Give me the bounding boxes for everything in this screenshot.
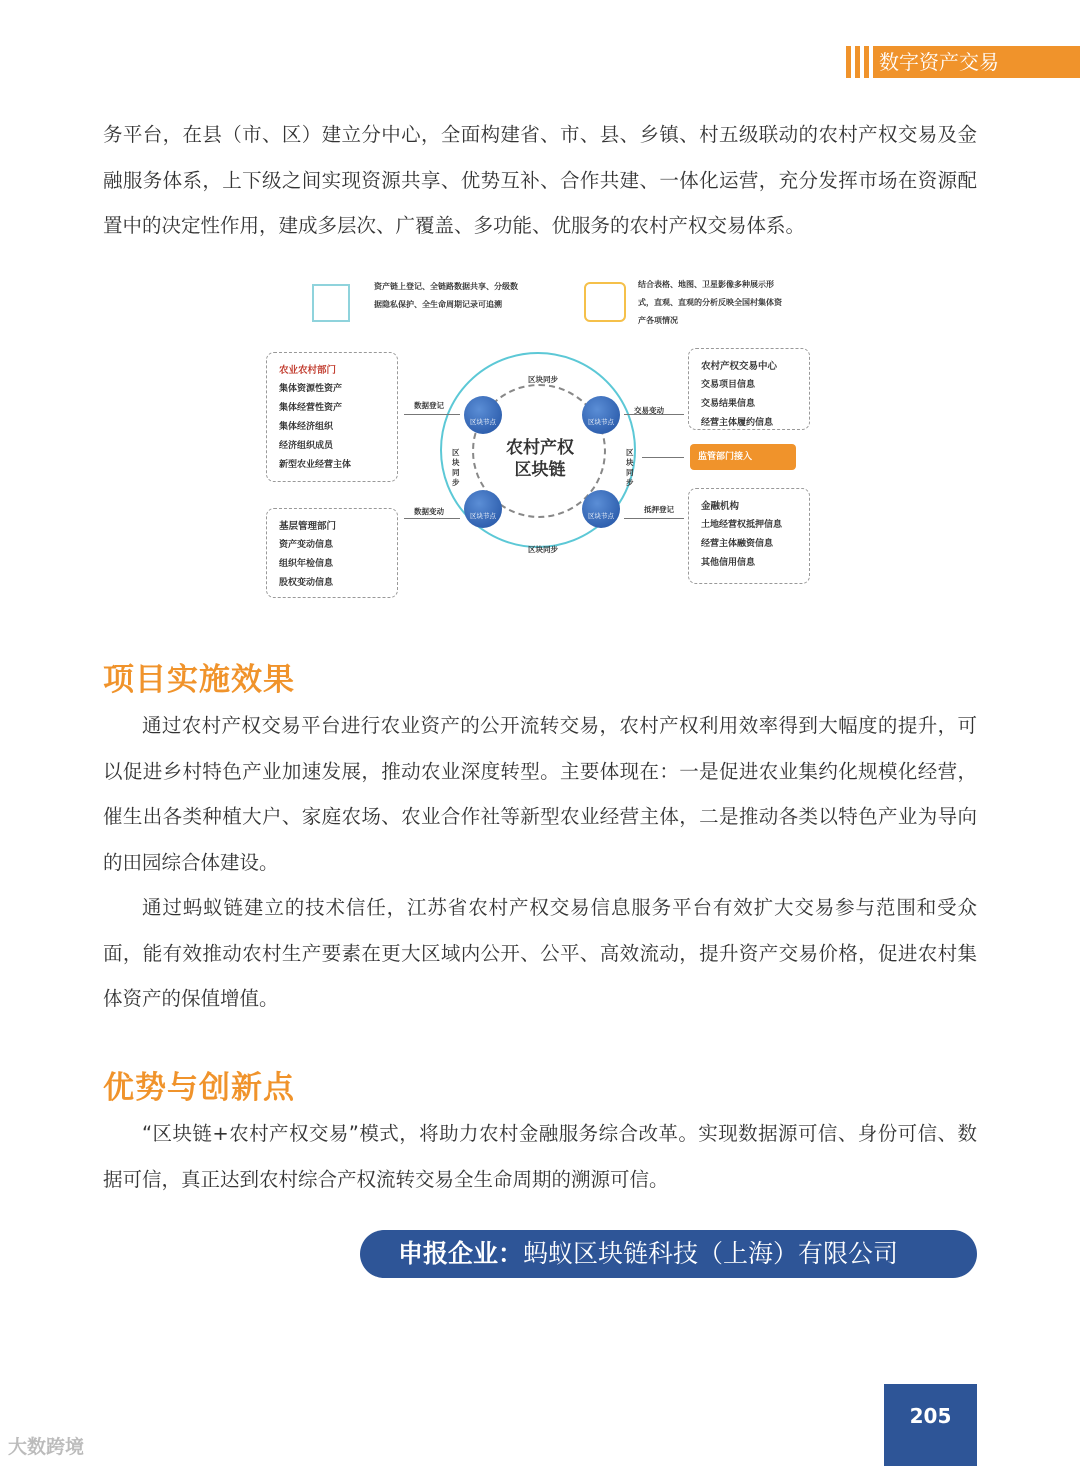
box-title: 农业农村部门 <box>279 365 337 376</box>
box-item: 集体经营性资产 <box>279 403 343 413</box>
sync-label: 区块同步 <box>528 375 558 384</box>
box-agri <box>266 352 398 482</box>
top-right-caption: 结合表格、地图、卫星影像多种展示形式，直观、直观的分析反映全国村集体资产各项情况 <box>638 280 782 325</box>
box-item: 其他信用信息 <box>701 558 756 568</box>
box-item: 新型农业经营主体 <box>279 460 352 470</box>
arrow <box>642 457 684 458</box>
watermark: 大数跨境 <box>8 1436 85 1458</box>
arrow <box>624 518 684 519</box>
box-item: 交易项目信息 <box>701 380 756 390</box>
arrow <box>404 518 460 519</box>
section-title: 数字资产交易 <box>873 46 1080 78</box>
heading-innovation: 优势与创新点 <box>103 1070 295 1106</box>
section-header <box>846 46 1080 78</box>
box-item: 交易结果信息 <box>701 399 756 409</box>
frame-icon <box>312 284 350 322</box>
arrow-label: 数据登记 <box>414 401 444 410</box>
block-node: 区块节点 <box>464 490 502 528</box>
sync-label: 区块同步 <box>452 448 460 487</box>
block-node: 区块节点 <box>582 396 620 434</box>
sync-label: 区块同步 <box>528 545 558 554</box>
top-left-caption: 资产链上登记、全链路数据共享、分级数据隐私保护、全生命周期记录可追溯 <box>374 282 518 309</box>
block-node: 区块节点 <box>582 490 620 528</box>
box-item: 集体经济组织 <box>279 422 334 432</box>
box-grassroots <box>266 508 398 598</box>
box-title: 农村产权交易中心 <box>701 361 778 372</box>
box-item: 集体资源性资产 <box>279 384 343 394</box>
page-number: 205 <box>884 1384 977 1466</box>
innovation-paragraph: “区块链+农村产权交易”模式，将助力农村金融服务综合改革。实现数据源可信、身份可信、数据可信，真正达到农村综合产权流转交易全生命周期的溯源可信。 <box>103 1122 977 1191</box>
arrow-label: 数据变动 <box>414 507 444 516</box>
projector-icon <box>584 282 626 322</box>
arrow <box>404 414 460 415</box>
center-label: 农村产权 区块链 <box>506 438 574 480</box>
effect-paragraph-1: 通过农村产权交易平台进行农业资产的公开流转交易，农村产权利用效率得到大幅度的提升，可以促进乡村特色产业加速发展，推动农业深度转型。主要体现在：一是促进农业集约化规模化经营，催生出各类种植大户、家庭农场、农业合作社等新型农业经营主体，二是推动各类以特色产业为导向的田园综合体建设。 <box>103 714 977 874</box>
box-trade-center <box>688 348 810 430</box>
heading-effect: 项目实施效果 <box>103 662 295 698</box>
arrow-label: 交易变动 <box>634 406 664 415</box>
block-node: 区块节点 <box>464 396 502 434</box>
box-finance <box>688 488 810 584</box>
box-item: 股权变动信息 <box>279 578 334 588</box>
company-label: 申报企业： <box>398 1239 524 1268</box>
box-title: 金融机构 <box>701 501 740 512</box>
box-item: 组织年检信息 <box>279 559 334 569</box>
blockchain-diagram <box>262 272 818 604</box>
box-item: 经营主体履约信息 <box>701 418 774 428</box>
effect-paragraph-2: 通过蚂蚁链建立的技术信任，江苏省农村产权交易信息服务平台有效扩大交易参与范围和受众面，能有效推动农村生产要素在更大区域内公开、公平、高效流动，提升资产交易价格，促进农村集体资产的保值增值。 <box>103 896 977 1010</box>
box-item: 经营主体融资信息 <box>701 539 774 549</box>
box-title: 基层管理部门 <box>279 521 337 532</box>
intro-paragraph: 务平台，在县（市、区）建立分中心，全面构建省、市、县、乡镇、村五级联动的农村产权交易及金融服务体系，上下级之间实现资源共享、优势互补、合作共建、一体化运营，充分发挥市场在资源配置中的决定性作用，建成多层次、广覆盖、多功能、优服务的农村产权交易体系。 <box>103 123 977 237</box>
arrow-label: 抵押登记 <box>644 505 674 514</box>
company-banner <box>360 1230 977 1278</box>
sync-label: 区块同步 <box>626 448 634 487</box>
box-item: 资产变动信息 <box>279 540 334 550</box>
regulator-badge: 监管部门接入 <box>690 444 796 470</box>
box-item: 经济组织成员 <box>279 441 334 451</box>
box-item: 土地经营权抵押信息 <box>701 520 783 530</box>
company-name: 蚂蚁区块链科技（上海）有限公司 <box>523 1239 899 1268</box>
